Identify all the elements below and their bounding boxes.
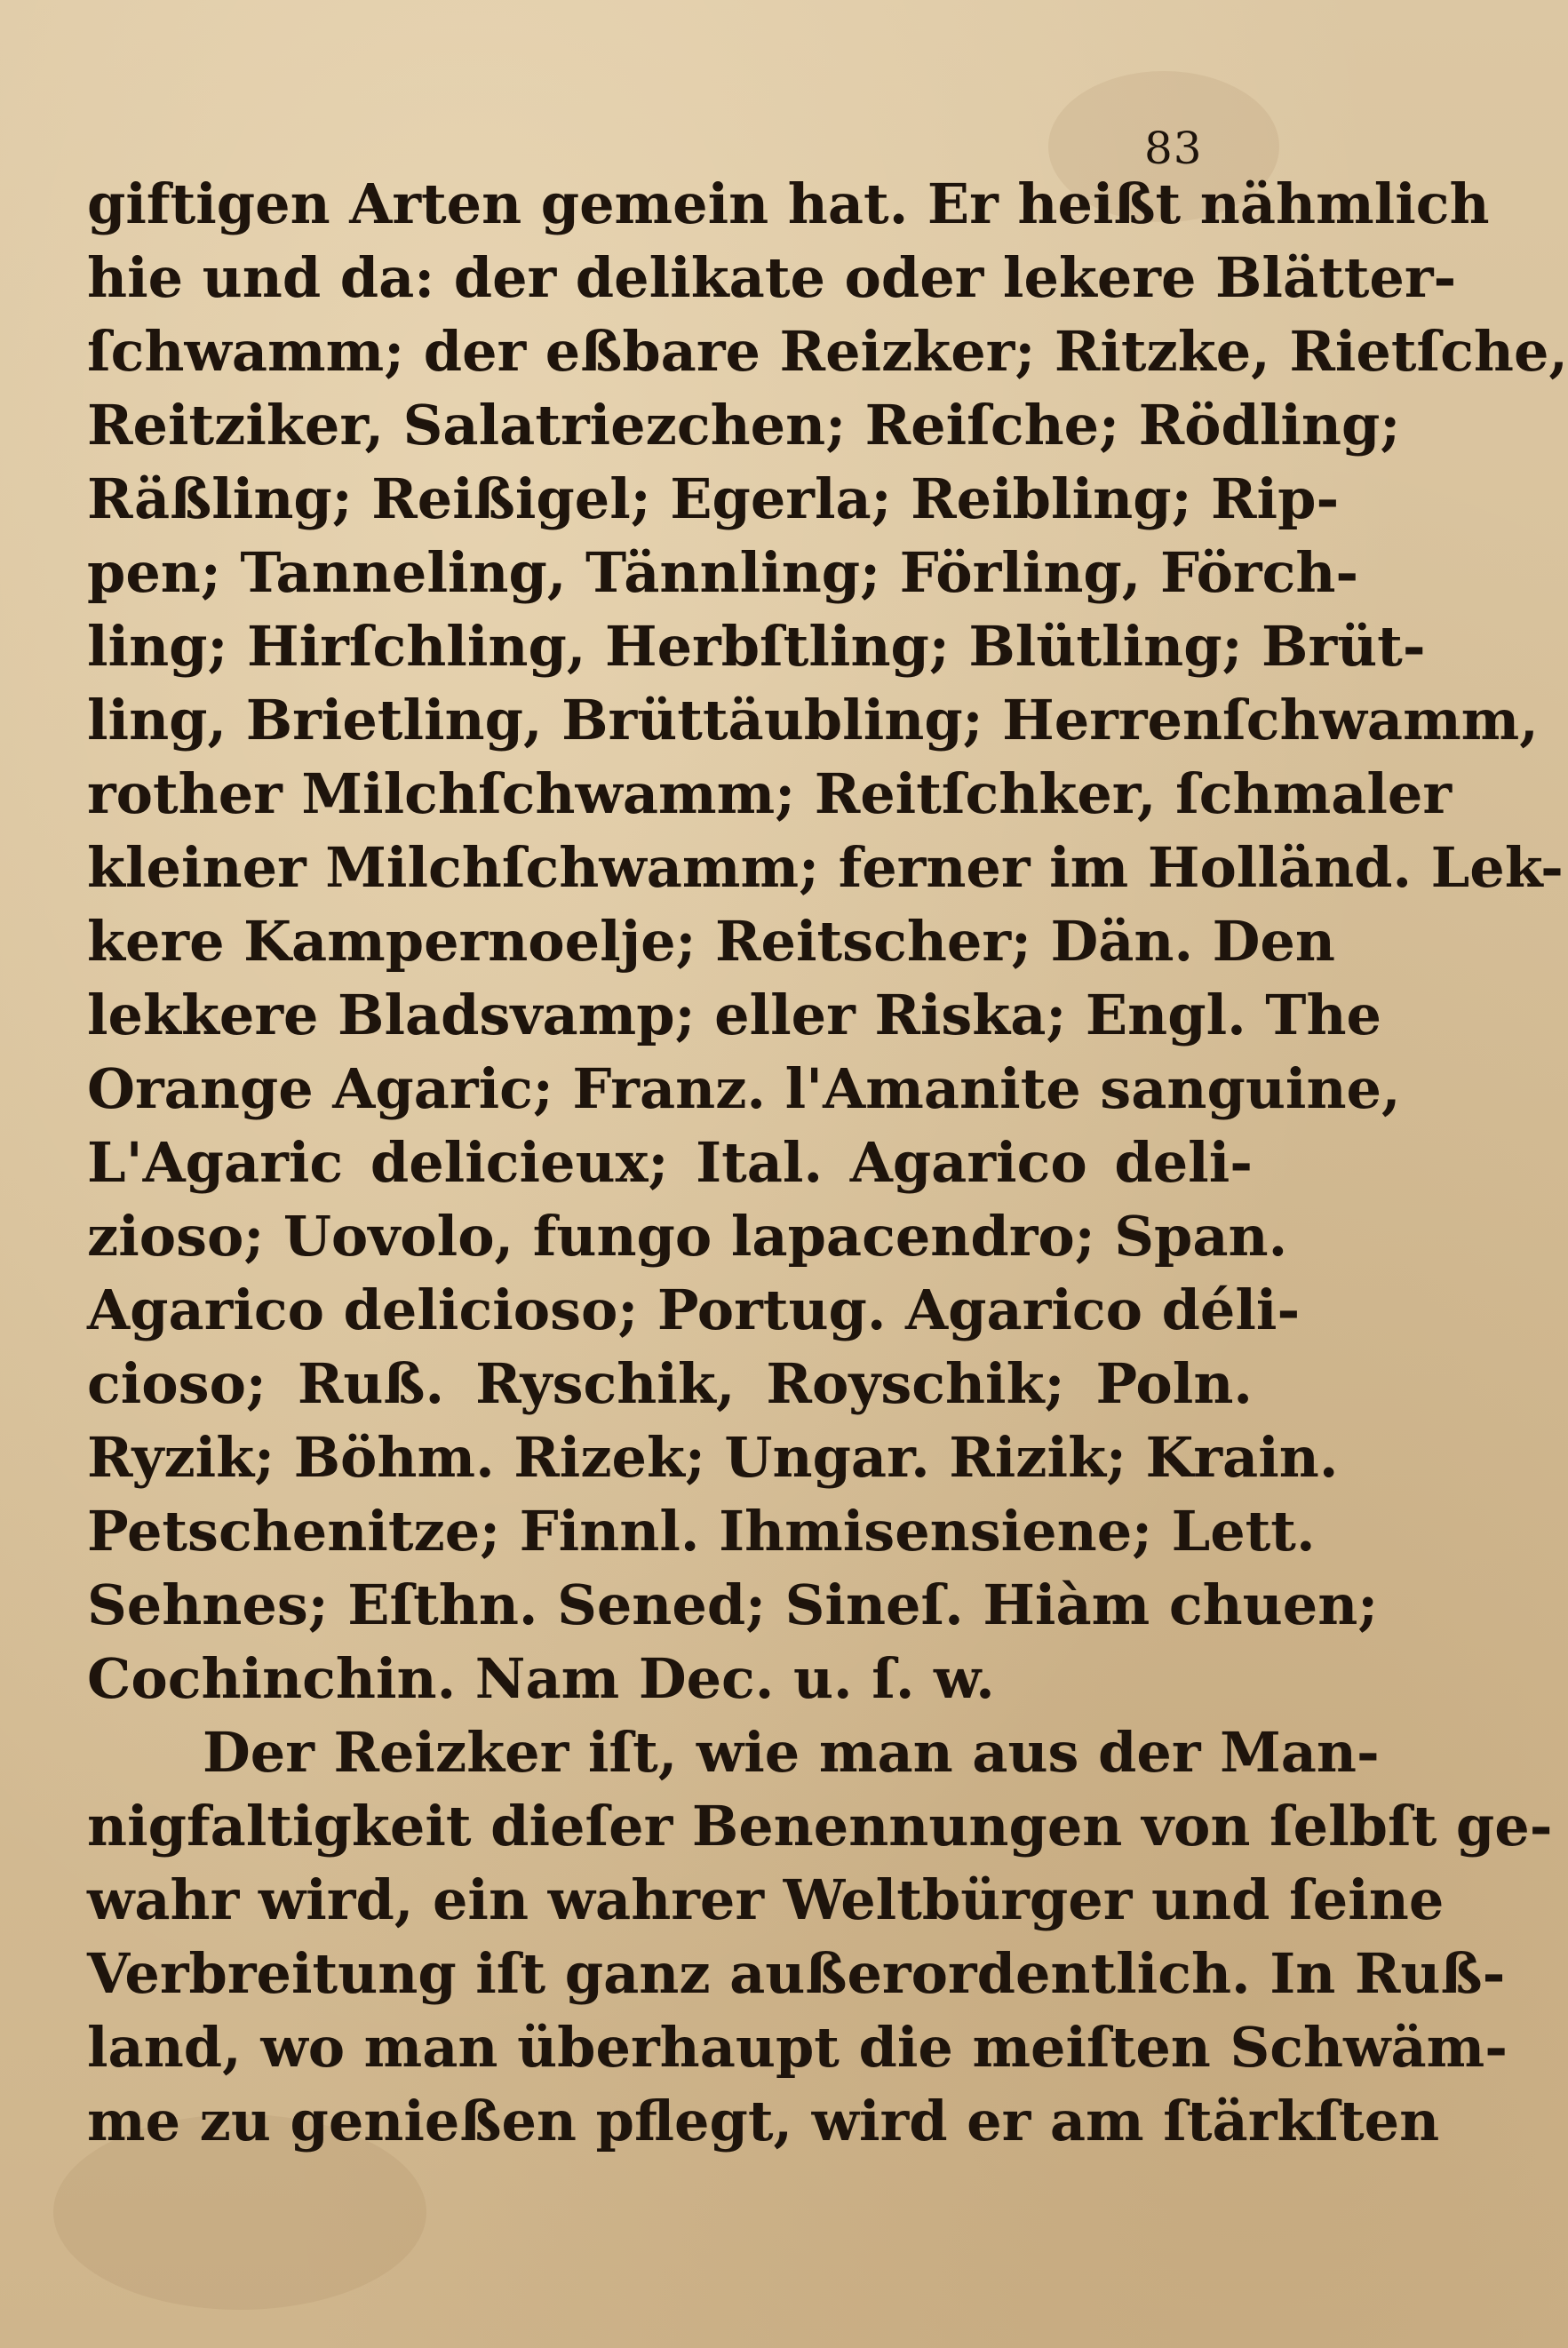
text-line: L'Agaric delicieux; Ital. Agarico deli-: [87, 1130, 1253, 1195]
text-line: Cochinchin. Nam Dec. u. ſ. w.: [87, 1646, 995, 1711]
text-line: Verbreitung iſt ganz außerordentlich. In Ruß-: [87, 1941, 1506, 2006]
text-line: Sehnes; Eſthn. Sened; Sineſ. Hiàm chuen;: [87, 1572, 1379, 1637]
text-line: nigfaltigkeit dieſer Benennungen von ſelbſt ge-: [87, 1794, 1553, 1859]
text-line: Orange Agaric; Franz. l'Amanite sanguine,: [87, 1056, 1401, 1121]
page-number: 83: [1144, 123, 1203, 174]
text-line: lekkere Bladsvamp; eller Riska; Engl. The: [87, 983, 1381, 1047]
text-line: wahr wird, ein wahrer Weltbürger und ſeine: [87, 1867, 1445, 1932]
text-line: zioso; Uovolo, fungo lapacendro; Span.: [87, 1204, 1288, 1269]
text-line: me zu genießen pflegt, wird er am ſtärkſten: [87, 2089, 1440, 2153]
text-line: kleiner Milchſchwamm; ferner im Holländ. Lek-: [87, 835, 1564, 900]
page-text: [87, 167, 1568, 2158]
text-line: Ryzik; Böhm. Rizek; Ungar. Rizik; Krain.: [87, 1425, 1339, 1490]
text-line: Der Reizker iſt, wie man aus der Man-: [203, 1720, 1380, 1785]
text-line: ſchwamm; der eßbare Reizker; Ritzke, Rietſche,: [87, 319, 1568, 384]
text-line: Räßling; Reißigel; Egerla; Reibling; Rip-: [87, 466, 1340, 531]
text-line: hie und da: der delikate oder lekere Blätter-: [87, 245, 1457, 310]
text-line: ling, Brietling, Brüttäubling; Herrenſchwamm,: [87, 688, 1539, 752]
text-line: kere Kampernoelje; Reitscher; Dän. Den: [87, 909, 1335, 974]
text-line: cioso; Ruß. Ryschik, Royschik; Poln.: [87, 1351, 1253, 1416]
text-line: ling; Hirſchling, Herbſtling; Blütling; Brüt-: [87, 614, 1426, 679]
text-line: Reitziker, Salatriezchen; Reiſche; Rödling;: [87, 393, 1401, 458]
text-line: Petschenitze; Finnl. Ihmisensiene; Lett.: [87, 1499, 1316, 1564]
text-line: Agarico delicioso; Portug. Agarico déli-: [87, 1277, 1301, 1342]
text-line: pen; Tanneling, Tännling; Förling, Förch-: [87, 540, 1359, 605]
text-line: giftigen Arten gemein hat. Er heißt nähmlich: [87, 171, 1490, 236]
text-line: land, wo man überhaupt die meiſten Schwäm-: [87, 2015, 1508, 2080]
text-line: rother Milchſchwamm; Reitſchker, ſchmaler: [87, 761, 1453, 826]
